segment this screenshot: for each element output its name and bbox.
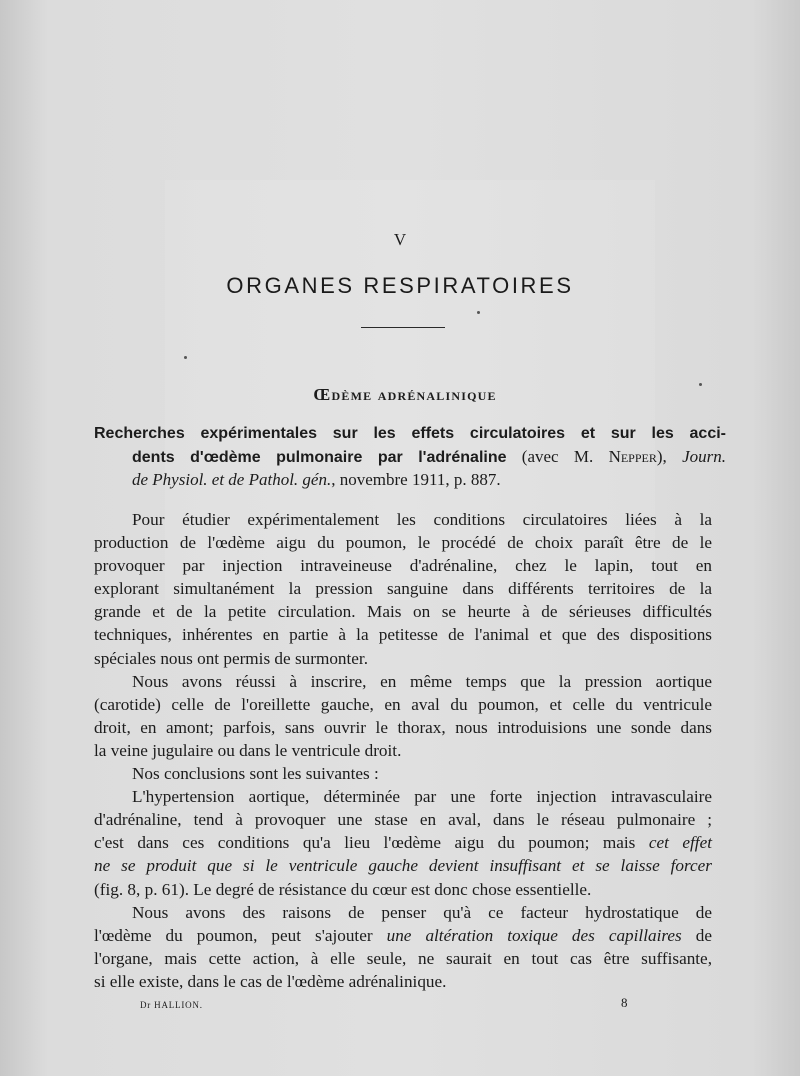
citation-details: , novembre 1911, p. 887.	[331, 470, 501, 489]
body-text	[94, 508, 712, 993]
p5-line-4: si elle existe, dans le cas de l'œdème adrénalinique.	[94, 971, 447, 991]
paper-speck	[477, 311, 480, 314]
title-divider	[361, 327, 445, 328]
reference-line-2	[94, 446, 726, 470]
p1-line-1: Pour étudier expérimentalement les conditions circulatoires liées à la	[132, 510, 712, 529]
reference-title-part-2: dents d'œdème pulmonaire par l'adrénaline	[132, 448, 507, 466]
journal-name-part-1: Journ.	[682, 446, 726, 466]
p4-line-4-italic: ne se produit que si le ventricule gauche devient insuffisant et se laisse forcer	[94, 856, 712, 876]
p5-line-2-italic: une altération toxique des capillaires	[386, 925, 682, 945]
bibliographic-reference	[94, 422, 726, 492]
p1-line-5: grande et de la petite circulation. Mais on se heurte à de sérieuses difficultés	[94, 602, 712, 622]
signature-number: 8	[621, 995, 628, 1010]
p5-line-1: Nous avons des raisons de penser qu'à ce facteur hydrostatique de	[132, 902, 712, 922]
p4-line-1: L'hypertension aortique, déterminée par une forte injection intravasculaire	[132, 787, 712, 807]
p5-line-3: l'organe, mais cette action, à elle seule, ne saurait en tout cas être suffisante,	[94, 948, 712, 968]
p4-line-3-italic: cet effet	[648, 833, 712, 853]
p1-line-7: spéciales nous ont permis de surmonter.	[94, 648, 368, 668]
p1-line-4: explorant simultanément la pression sanguine dans différents territoires de la	[94, 579, 712, 599]
p2-line-3: droit, en amont; parfois, sans ouvrir le thorax, nous introduisions une sonde dans	[94, 717, 712, 737]
p5-line-2-plain-a: l'œdème du poumon, peut s'ajouter	[94, 925, 387, 945]
p4-line-3-plain: c'est dans ces conditions qu'a lieu l'œdème aigu du poumon; mais	[94, 833, 649, 853]
p1-line-2: production de l'œdème aigu du poumon, le procédé de choix paraît être de le	[94, 533, 712, 553]
p3-line-1: Nos conclusions sont les suivantes :	[132, 764, 379, 784]
footer-author: Dr HALLION.	[140, 1000, 203, 1010]
paper-speck	[699, 383, 702, 386]
p4-line-4	[94, 854, 712, 877]
p5-line-2-plain-b: de	[681, 925, 712, 945]
p4-line-2: d'adrénaline, tend à provoquer une stase en aval, dans le réseau pulmonaire ;	[94, 810, 712, 830]
coauthor-suffix: ),	[656, 446, 683, 466]
p4-line-5: (fig. 8, p. 61). Le degré de résistance du cœur est donc chose essentielle.	[94, 879, 592, 899]
reference-title-part-1: Recherches expérimentales sur les effets circulatoires et sur les acci-	[94, 425, 726, 442]
journal-name-part-2: de Physiol. et de Pathol. gén.	[132, 470, 332, 489]
section-title: Œdème adrénalinique	[313, 385, 497, 404]
reference-line-3	[94, 469, 726, 492]
p2-line-4: la veine jugulaire ou dans le ventricule droit.	[94, 740, 402, 760]
p4-line-3	[94, 831, 712, 854]
chapter-number: V	[393, 230, 407, 249]
coauthor-name: Nepper	[608, 446, 657, 466]
reference-line-1	[94, 422, 726, 446]
p1-line-3: provoquer par injection intraveineuse d'adrénaline, chez le lapin, tout en	[94, 556, 712, 576]
p2-line-1: Nous avons réussi à inscrire, en même temps que la pression aortique	[132, 671, 712, 691]
coauthor-prefix: (avec M.	[506, 446, 609, 466]
chapter-title: ORGANES RESPIRATOIRES	[226, 273, 574, 298]
p5-line-2	[94, 924, 712, 947]
p1-line-6: techniques, inhérentes en partie à la petitesse de l'animal et que des dispositions	[94, 625, 712, 645]
p2-line-2: (carotide) celle de l'oreillette gauche, en aval du poumon, et celle du ventricule	[94, 694, 712, 714]
paper-speck	[184, 356, 187, 359]
